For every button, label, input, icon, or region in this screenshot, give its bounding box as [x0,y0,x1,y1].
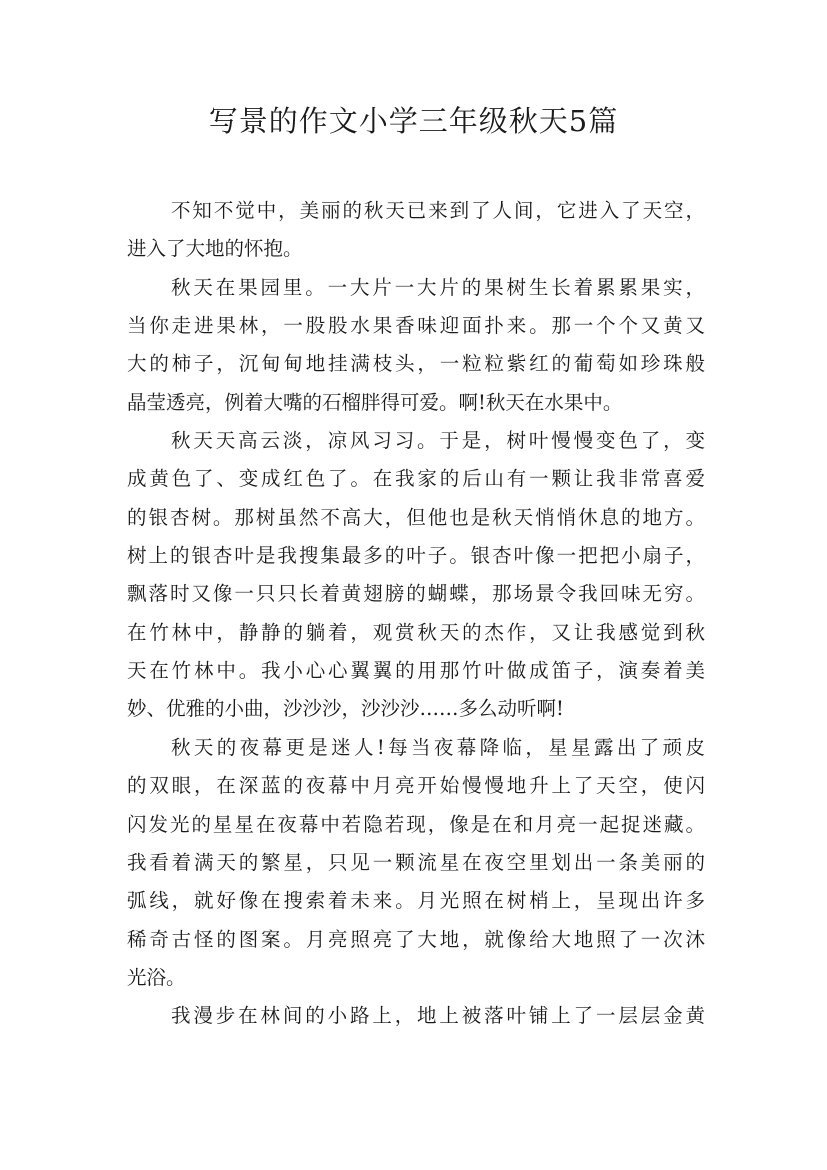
text-line: 不知不觉中，美丽的秋天已来到了人间，它进入了天空， [171,199,705,222]
text-line: 晶莹透亮，例着大嘴的石榴胖得可爱。啊!秋天在水果中。 [127,390,623,414]
text-line: 的双眼，在深蓝的夜幕中月亮开始慢慢地升上了天空，使闪 [127,774,705,798]
text-line: 我漫步在林间的小路上，地上被落叶铺上了一层层金黄 [171,1004,705,1028]
text-line: 进入了大地的怀抱。 [127,237,303,261]
document-body [127,192,705,1036]
text-line: 光浴。 [127,965,186,989]
text-line: 在竹林中，静静的躺着，观赏秋天的杰作，又让我感觉到秋 [127,620,705,644]
text-line: 秋天在果园里。一大片一大片的果树生长着累累果实， [171,275,705,299]
text-line: 当你走进果林，一股股水果香味迎面扑来。那一个个又黄又 [127,314,705,338]
text-line: 的银杏树。那树虽然不高大，但他也是秋天悄悄休息的地方。 [127,505,705,529]
text-line: 我看着满天的繁星，只见一颗流星在夜空里划出一条美丽的 [127,850,705,874]
text-line: 成黄色了、变成红色了。在我家的后山有一颗让我非常喜爱 [127,467,705,491]
text-line: 弧线，就好像在搜索着未来。月光照在树梢上，呈现出许多 [127,889,705,913]
text-line: 妙、优雅的小曲，沙沙沙，沙沙沙……多么动听啊! [127,697,564,721]
text-line: 飘落时又像一只只长着黄翅膀的蝴蝶，那场景令我回味无穷。 [127,582,705,606]
text-line: 闪发光的星星在夜幕中若隐若现，像是在和月亮一起捉迷藏。 [127,812,705,836]
text-line: 天在竹林中。我小心心翼翼的用那竹叶做成笛子，演奏着美 [127,659,705,683]
text-line: 稀奇古怪的图案。月亮照亮了大地，就像给大地照了一次沐 [127,927,705,951]
text-line: 树上的银杏叶是我搜集最多的叶子。银杏叶像一把把小扇子， [127,544,705,568]
text-line: 秋天的夜幕更是迷人!每当夜幕降临，星星露出了顽皮 [171,735,705,759]
text-line: 秋天天高云淡，凉风习习。于是，树叶慢慢变色了，变 [171,429,705,453]
document-title: 写景的作文小学三年级秋天5篇 [208,104,619,138]
text-line: 大的柿子，沉甸甸地挂满枝头，一粒粒紫红的葡萄如珍珠般 [127,352,705,376]
